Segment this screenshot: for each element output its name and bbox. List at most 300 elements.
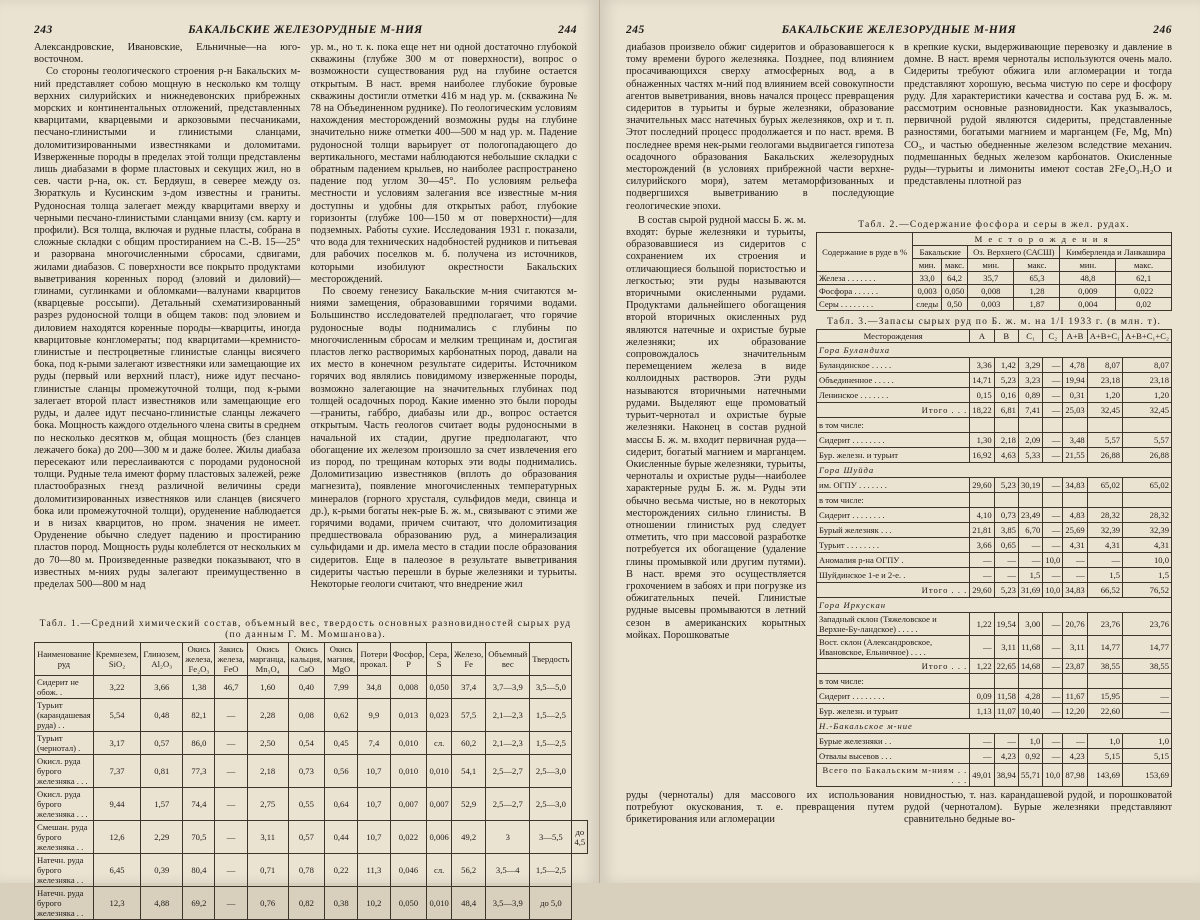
table-cell: 5,54 — [93, 699, 141, 732]
table-row — [817, 733, 1172, 748]
table-cell: 2,5—3,0 — [530, 788, 572, 821]
table-cell: 9,44 — [93, 788, 141, 821]
table-cell — [1087, 673, 1122, 688]
table-cell: 69,2 — [183, 887, 215, 920]
table-cell: — — [1063, 567, 1087, 582]
table-cell: Сидерит . . . . . . . . — [817, 432, 970, 447]
table-cell: 0,40 — [288, 676, 324, 699]
table-cell: 1,5—2,5 — [530, 854, 572, 887]
table-row — [817, 402, 1172, 417]
table-cell: 26,88 — [1087, 447, 1122, 462]
table-cell: — — [1043, 688, 1063, 703]
table-cell: — — [1043, 432, 1063, 447]
table-cell: 10,7 — [358, 821, 391, 854]
table-row — [35, 788, 588, 821]
table-cell: 1,57 — [141, 788, 183, 821]
table-cell: — — [1043, 635, 1063, 658]
table-cell: 0,22 — [325, 854, 358, 887]
text-column — [626, 790, 894, 827]
table-cell: 0,010 — [427, 887, 452, 920]
table-cell — [1063, 417, 1087, 432]
table-cell: 28,32 — [1123, 507, 1172, 522]
table-cell: 0,78 — [288, 854, 324, 887]
table-cell: — — [970, 733, 994, 748]
table-cell: 10,0 — [1043, 763, 1063, 786]
column-header: мин. — [968, 258, 1014, 271]
table-cell: Окисл. руда бурого железняка . . . — [35, 788, 94, 821]
table-row — [817, 507, 1172, 522]
table-cell: 10,0 — [1043, 552, 1063, 567]
paragraph: диабазов произвело обжиг сидеритов и образовавшегося к тому времени бурого железняка. Позднее, под влиянием просачивающихся сверху атмосферных вод, а в обнаженных частях м-ний под влиянием всей совокупности агентов выветривания, вновь начался процесс превращения сидеритов в турьиты и бурые железняки, образование значительных масс натечных бурых железняков, охр и т. п. Этот последний процесс продолжается и по наст. время. В последнее время нек-рыми геологами выдвигается гипотеза осадочного образования Бакальских железорудных месторождений (в условиях прибрежной части верхне-силурийского моря), затем метаморфизованных и подвергшихся выветриванию в последующие геологические эпохи. — [626, 42, 894, 212]
table-cell: 10,0 — [1123, 552, 1172, 567]
table-cell: 38,55 — [1087, 658, 1122, 673]
table-cell: — — [1043, 402, 1063, 417]
table-cell: — — [1123, 688, 1172, 703]
text-column — [34, 42, 301, 614]
table-cell: 3,17 — [93, 732, 141, 755]
table-cell: — — [1043, 387, 1063, 402]
table-cell: Турьит (карандашевая руда) . . — [35, 699, 94, 732]
right-page — [600, 0, 1200, 883]
table-cell: Фосфора . . . . . . — [817, 284, 913, 297]
table-cell: в том числе: — [817, 673, 970, 688]
table-cell: 4,31 — [1123, 537, 1172, 552]
table-cell: 65,02 — [1087, 477, 1122, 492]
table-cell: 1,20 — [1123, 387, 1172, 402]
table-cell: Ленинское . . . . . . . — [817, 387, 970, 402]
table-row — [817, 552, 1172, 567]
table-cell: Шуйдинское 1-е и 2-е. . — [817, 567, 970, 582]
table-cell: 1,87 — [1014, 297, 1060, 310]
table-row — [817, 703, 1172, 718]
table-row — [817, 582, 1172, 597]
column-header: Закись железа, FeO — [215, 643, 247, 676]
column-header: М е с т о р о ж д е н и я — [913, 232, 1172, 245]
table-cell: 3,11 — [994, 635, 1018, 658]
table-cell: 6,70 — [1018, 522, 1042, 537]
table-cell: 38,55 — [1123, 658, 1172, 673]
table-cell: 5,23 — [994, 582, 1018, 597]
table-cell: 153,69 — [1123, 763, 1172, 786]
table-row — [817, 357, 1172, 372]
table-cell — [1087, 492, 1122, 507]
table-cell: 11,58 — [994, 688, 1018, 703]
table-cell: — — [215, 732, 247, 755]
table-cell: Серы . . . . . . . . — [817, 297, 913, 310]
table-cell: 2,50 — [247, 732, 288, 755]
table-cell: 0,57 — [288, 821, 324, 854]
table-cell: Итого . . . — [817, 582, 970, 597]
table-cell: 4,23 — [1063, 748, 1087, 763]
table-cell: 3,11 — [1063, 635, 1087, 658]
table-cell: 0,82 — [288, 887, 324, 920]
table-cell: 34,83 — [1063, 477, 1087, 492]
table-cell: — — [215, 699, 247, 732]
table-section-row — [817, 597, 1172, 612]
table-cell — [970, 673, 994, 688]
table-cell — [1043, 492, 1063, 507]
paragraph: ур. м., но т. к. пока еще нет ни одной достаточно глубокой скважины (глубже 300 м от поверхности), вопрос о возможности существования руд на глубине остается открытым. В наст. время наиболее глубокие буровые скважины достигли отметки 416 м над ур. м. (скважина № 78 на Объединенном руднике). По геологическим условиям нахождения месторождений возможны руды на глубине значительно ниже отметки 400—500 м над ур. м. Падение рудоносной толщи варьирует от пологопадающего до вертикального, местами наблюдаются небольшие складки с обратным падением крыльев, но наиболее распространено падение под углом 30—45°. По условиям рельефа местности и условиям залегания все известные м-ния доступны и удобны для открытых работ, глубокие горизонты (глубже 100—150 м от поверхности)—для подземных. Работы сухие. Исследования 1931 г. показали, что вода для технических надобностей рудников и питьевая для рабочих поселков м. б. получена из источников, которыми изобилуют окрестности Бакальских месторождений. — [310, 42, 577, 285]
column-header: макс. — [942, 258, 968, 271]
table-cell: 0,050 — [427, 676, 452, 699]
table-row — [817, 522, 1172, 537]
table-cell: 22,60 — [1087, 703, 1122, 718]
table-cell: 0,15 — [970, 387, 994, 402]
table-cell: 2,5—2,7 — [486, 755, 530, 788]
column-header: Оз. Верхнего (САСШ) — [968, 245, 1060, 258]
table-cell: 48,4 — [452, 887, 486, 920]
column-header: Потери прокал. — [358, 643, 391, 676]
table-cell — [1123, 673, 1172, 688]
column-header: Содержание в руде в % — [817, 232, 913, 271]
table-cell: 0,010 — [427, 755, 452, 788]
table-cell: 0,022 — [390, 821, 427, 854]
table-cell: 0,44 — [325, 821, 358, 854]
table-cell: 3,5—5,0 — [530, 676, 572, 699]
table-cell: 0,92 — [1018, 748, 1042, 763]
table-cell: до 5,0 — [530, 887, 572, 920]
table-cell: 4,31 — [1063, 537, 1087, 552]
table-row — [817, 477, 1172, 492]
table-cell: — — [1043, 522, 1063, 537]
running-title: БАКАЛЬСКИЕ ЖЕЛЕЗОРУДНЫЕ М-НИЯ — [188, 24, 423, 36]
table-cell: 57,5 — [452, 699, 486, 732]
table-cell: 1,0 — [1087, 733, 1122, 748]
table-cell: 5,23 — [994, 372, 1018, 387]
column-header: мин. — [1060, 258, 1116, 271]
paragraph: Александровские, Ивановские, Ельничные—на юго-восточном. — [34, 42, 301, 66]
table-cell: 3,66 — [141, 676, 183, 699]
table-cell — [1063, 673, 1087, 688]
table-cell: 0,050 — [942, 284, 968, 297]
table-cell: 3,48 — [1063, 432, 1087, 447]
table-cell: 7,4 — [358, 732, 391, 755]
table-cell: 143,69 — [1087, 763, 1122, 786]
table-cell: сл. — [427, 732, 452, 755]
chemical-composition-table — [34, 642, 588, 920]
table-row — [35, 755, 588, 788]
table-cell: 56,2 — [452, 854, 486, 887]
table-cell: 12,20 — [1063, 703, 1087, 718]
table-cell: 65,02 — [1123, 477, 1172, 492]
table-cell: 4,83 — [1063, 507, 1087, 522]
text-column — [311, 42, 578, 614]
table-cell: 0,004 — [1060, 297, 1116, 310]
column-header: макс. — [1116, 258, 1172, 271]
column-header: Глинозем, Al₂O₃ — [141, 643, 183, 676]
table-cell: 1,22 — [970, 612, 994, 635]
paragraph: По своему генезису Бакальские м-ния считаются м-ниями замещения, образовавшими горячими водами. Большинство исследователей предполагает, что горячие рудоносные воды поднимались с глубины по многочисленным сбросам и мелким трещинам и, достигая пластов легко растворимых карбонатных пород, давали на их место в конечном результате сидериты. Источником горячих вод являлись повидимому изверженные породы, возможно залегающие на значительных глубинах под толщей осадочных пород. Какие именно это были породы—граниты, габбро, диабазы или др., вопрос остается открытым. Часть геологов считает воды рудоносными в начальной их стадии, другие предполагают, что обогащение их железом произошло за счет извлечения его из пород, по трещинам которых эти воды поднимались. Доломитизацию известняков (вплоть до образования магнезита), появление многочисленных температурных минералов (горного хрусталя, сульфидов меди, свинца и др.), к-рыми богаты нек-рые Б. ж. м., связывают с этими же горячими водами, причем считают, что доломитизация предшествовала образованию руд, а минерализация сульфидами и др. имела место в стадии после образования сидеритов. Еще в палеозое в результате выветривания сидериты частью перешли в бурые железняки и турьиты. Некоторые геологи считают, что внедрение жил — [310, 286, 577, 590]
table-cell — [1123, 417, 1172, 432]
table-cell: 0,54 — [288, 732, 324, 755]
table-cell: 1,5—2,5 — [530, 732, 572, 755]
table-cell: 14,68 — [1018, 658, 1042, 673]
column-header: Кимберленда и Ланкашира — [1060, 245, 1172, 258]
table-cell: Буландинское . . . . . — [817, 357, 970, 372]
table-cell: 16,92 — [970, 447, 994, 462]
table-cell: 77,3 — [183, 755, 215, 788]
table-cell: 10,0 — [1043, 582, 1063, 597]
table-cell: 2,09 — [1018, 432, 1042, 447]
table-cell: 4,88 — [141, 887, 183, 920]
table-cell: 23,76 — [1087, 612, 1122, 635]
table-cell: — — [1043, 748, 1063, 763]
table-cell: 11,68 — [1018, 635, 1042, 658]
table-cell: — — [215, 821, 247, 854]
table-cell: 11,3 — [358, 854, 391, 887]
table-cell: Натечн. руда бурого железняка . . — [35, 854, 94, 887]
column-header: A+B+C₁ — [1087, 329, 1122, 342]
table-cell: 23,76 — [1123, 612, 1172, 635]
table-cell: 23,49 — [1018, 507, 1042, 522]
table-section-row — [817, 718, 1172, 733]
table-cell — [970, 492, 994, 507]
table-cell: 86,0 — [183, 732, 215, 755]
table-cell: следы — [913, 297, 942, 310]
table-cell: 7,41 — [1018, 402, 1042, 417]
column-header: B — [994, 329, 1018, 342]
table-cell: 1,5 — [1018, 567, 1042, 582]
table-cell: 3,00 — [1018, 612, 1042, 635]
table-cell: 9,9 — [358, 699, 391, 732]
table-cell: 0,008 — [390, 676, 427, 699]
table-cell — [1043, 417, 1063, 432]
table-cell: 0,022 — [1116, 284, 1172, 297]
table-cell: 4,23 — [994, 748, 1018, 763]
table-cell: — — [970, 635, 994, 658]
table-cell: 0,81 — [141, 755, 183, 788]
table-row — [817, 297, 1172, 310]
table-cell: 0,050 — [390, 887, 427, 920]
column-header: Наименование руд — [35, 643, 94, 676]
table-cell: в том числе: — [817, 492, 970, 507]
table-cell: Смешан. руда бурого железняка . . — [35, 821, 94, 854]
table-cell: — — [1043, 567, 1063, 582]
table-cell — [1018, 492, 1042, 507]
table-cell: 6,45 — [93, 854, 141, 887]
table-cell: Западный склон (Тяжеловское и Верхне-Бу-ландское) . . . . . — [817, 612, 970, 635]
table-cell: 10,40 — [1018, 703, 1042, 718]
table-row — [35, 699, 588, 732]
table-cell: 0,31 — [1063, 387, 1087, 402]
table-cell: 10,2 — [358, 887, 391, 920]
section-title: Н.-Бакальское м-ние — [817, 718, 1172, 733]
table-caption: Табл. 3.—Запасы сырых руд по Б. ж. м. на 1/I 1933 г. (в млн. т). — [826, 315, 1162, 327]
paragraph: руды (черноталы) для массового их использования потребуют окускования, т. е. превращения путем брикетирования или агломерации — [626, 789, 894, 826]
table-cell: — — [215, 755, 247, 788]
table-cell: 0,57 — [141, 732, 183, 755]
table-cell: 2,1—2,3 — [486, 732, 530, 755]
table-cell: 3,23 — [1018, 372, 1042, 387]
table-cell: 28,32 — [1087, 507, 1122, 522]
ore-reserves-table — [816, 329, 1172, 787]
table-row — [35, 676, 588, 699]
table-cell: 14,71 — [970, 372, 994, 387]
table-cell: 20,76 — [1063, 612, 1087, 635]
table-cell: 1,22 — [970, 658, 994, 673]
table-cell: 12,6 — [93, 821, 141, 854]
table-cell: 3,7—3,9 — [486, 676, 530, 699]
table-cell: Отвалы высевов . . . — [817, 748, 970, 763]
table-cell: 3—5,5 — [530, 821, 572, 854]
table-cell: 12,3 — [93, 887, 141, 920]
table-cell: 87,98 — [1063, 763, 1087, 786]
table-cell: 32,45 — [1087, 402, 1122, 417]
table-cell: 10,7 — [358, 788, 391, 821]
table-row — [817, 284, 1172, 297]
table-cell — [994, 673, 1018, 688]
table-cell: 2,5—3,0 — [530, 755, 572, 788]
column-header: Окись марганца, Mn₃O₄ — [247, 643, 288, 676]
table-cell: 0,16 — [994, 387, 1018, 402]
table-cell: 49,01 — [970, 763, 994, 786]
table-row — [817, 372, 1172, 387]
page-number: 245 — [626, 24, 645, 36]
table-cell: 32,39 — [1087, 522, 1122, 537]
table-cell: 1,30 — [970, 432, 994, 447]
table-cell: — — [1043, 357, 1063, 372]
column-header: A+B+C₁+C₂ — [1123, 329, 1172, 342]
table-cell: 0,56 — [325, 755, 358, 788]
table-cell: 26,88 — [1123, 447, 1172, 462]
column-header: C₂ — [1043, 329, 1063, 342]
section-title: Гора Шуйда — [817, 462, 1172, 477]
table-cell: Вост. склон (Александровское, Ивановское, Ельничное) . . . . — [817, 635, 970, 658]
table-caption: Табл. 1.—Средний химический состав, объемный вес, твердость основных разновидностей сырых руд (по данным Г. М. Момшанова). — [39, 618, 572, 640]
table-cell: 0,55 — [288, 788, 324, 821]
table-cell: Турьит . . . . . . . . — [817, 537, 970, 552]
table-cell — [1018, 673, 1042, 688]
table-cell: 54,1 — [452, 755, 486, 788]
table-cell: 0,046 — [390, 854, 427, 887]
text-column — [904, 42, 1172, 213]
table-cell — [1087, 417, 1122, 432]
table-cell: 8,07 — [1087, 357, 1122, 372]
table-cell: 4,63 — [994, 447, 1018, 462]
table-cell: 2,18 — [247, 755, 288, 788]
table-cell: 0,89 — [1018, 387, 1042, 402]
table-cell: 5,15 — [1123, 748, 1172, 763]
table-cell: Объединенное . . . . . — [817, 372, 970, 387]
table-row — [817, 567, 1172, 582]
table-cell: 0,006 — [427, 821, 452, 854]
table-cell: Окисл. руда бурого железняка . . . — [35, 755, 94, 788]
table-cell: 0,39 — [141, 854, 183, 887]
table-row — [35, 821, 588, 854]
table-row — [817, 673, 1172, 688]
table-cell: 31,69 — [1018, 582, 1042, 597]
table-section-row — [817, 462, 1172, 477]
table-cell: 0,38 — [325, 887, 358, 920]
left-page — [0, 0, 600, 918]
table-cell: 23,18 — [1123, 372, 1172, 387]
table-cell: 1,5—2,5 — [530, 699, 572, 732]
paragraph: В состав сырой рудной массы Б. ж. м. входят: бурые железняки и турьиты, образовавшиеся из сидеритов с сохранением их строения и отличающиеся большой пористостью и легкостью; эти руды называются вторичными окисленными рудами. Продуктами дальнейшего обогащения второй вторичных окисленных руд являются натечные и охристые бурые железняки; их образование сопровождалось значительным перемещением железа в виде коллоидных растворов. Эти руды называются вторичными натечными рудами. Выделяют еще промоватый турьит-чернотал и охристые бурые железняки. Наконец в состав рудной массы Б. ж. м. входит первичная руда—сидерит, богатый магнием и марганцем. Окисленные бурые железняки, турьиты, черноталы и охристые руды—наиболее характерные руды Б. ж. м. Руды эти обычно весьма чистые, но в некоторых месторождениях сильно глинисты. В отношении глинистых руд следует отметить, что при массовой разработке потребуется их обогащение (удаление глины промывкой или другим путями). В наст. время это осуществляется грохочением в забоях и при погрузке из обжигательных печей. Глинистые рудные высевы промываются в летний сезон в американских корытных мойках. Порошковатые — [626, 214, 806, 641]
table-cell: — — [994, 567, 1018, 582]
table-cell: 30,19 — [1018, 477, 1042, 492]
table-cell: 5,23 — [994, 477, 1018, 492]
table-cell: 35,7 — [968, 271, 1014, 284]
table-cell: 1,38 — [183, 676, 215, 699]
table-cell: 22,65 — [994, 658, 1018, 673]
table-cell: 46,7 — [215, 676, 247, 699]
table-cell: Итого . . . — [817, 658, 970, 673]
table-cell: — — [1043, 507, 1063, 522]
table-cell — [994, 417, 1018, 432]
column-header: макс. — [1014, 258, 1060, 271]
table-cell: 2,29 — [141, 821, 183, 854]
table-cell: — — [215, 854, 247, 887]
table-cell: 82,1 — [183, 699, 215, 732]
table-cell: — — [994, 733, 1018, 748]
table-cell: 3,22 — [93, 676, 141, 699]
table-cell: им. ОГПУ . . . . . . . — [817, 477, 970, 492]
table-cell: 0,023 — [427, 699, 452, 732]
column-header: Окись кальция, CaO — [288, 643, 324, 676]
column-header: Кремнезем, SiO₂ — [93, 643, 141, 676]
table-cell: — — [215, 788, 247, 821]
table-cell: 70,5 — [183, 821, 215, 854]
page-header — [626, 24, 1172, 40]
column-header: Бакальские — [913, 245, 968, 258]
table-cell: 60,2 — [452, 732, 486, 755]
table-cell: 3,66 — [970, 537, 994, 552]
table-cell: 6,81 — [994, 402, 1018, 417]
table-cell: 2,1—2,3 — [486, 699, 530, 732]
table-cell: 48,8 — [1060, 271, 1116, 284]
page-number: 243 — [34, 24, 53, 36]
table-cell: 66,52 — [1087, 582, 1122, 597]
table-cell: Аномалия р-на ОГПУ . — [817, 552, 970, 567]
table-cell: 5,57 — [1123, 432, 1172, 447]
table-row — [35, 732, 588, 755]
table-cell: 0,50 — [942, 297, 968, 310]
table-cell: 10,7 — [358, 755, 391, 788]
table-cell: — — [970, 748, 994, 763]
table-cell: 0,48 — [141, 699, 183, 732]
table-cell: Бур. железн. и турьит — [817, 703, 970, 718]
table-cell: 0,007 — [427, 788, 452, 821]
table-cell: 80,4 — [183, 854, 215, 887]
column-header: Объемный вес — [486, 643, 530, 676]
table-cell: — — [1043, 447, 1063, 462]
table-cell: 23,87 — [1063, 658, 1087, 673]
table-cell: 3,5—4 — [486, 854, 530, 887]
table-cell: 0,73 — [288, 755, 324, 788]
table-row — [817, 658, 1172, 673]
section-title: Гора Буландиха — [817, 342, 1172, 357]
table-cell: 32,45 — [1123, 402, 1172, 417]
section-title: Гора Иркускан — [817, 597, 1172, 612]
table-cell: 1,0 — [1123, 733, 1172, 748]
table-section-row — [817, 342, 1172, 357]
table-cell: — — [1087, 552, 1122, 567]
table-row — [817, 612, 1172, 635]
table-cell: 0,013 — [390, 699, 427, 732]
table-cell: — — [994, 552, 1018, 567]
paragraph: новидностью, т. наз. карандашевой рудой, и порошковатой рудой (черноталом). Бурые железняки представляют сравнительно бедные во- — [904, 789, 1172, 826]
table-cell: 1,0 — [1018, 733, 1042, 748]
table-cell: 25,03 — [1063, 402, 1087, 417]
table-cell: 34,83 — [1063, 582, 1087, 597]
table-cell: 0,64 — [325, 788, 358, 821]
table-cell: — — [970, 567, 994, 582]
paragraph: Со стороны геологического строения р-н Бакальских м-ний представляет собою мощную в несколько км толщу верхних силурийских и нижнедевонских прибрежных морских и континентальных отложений, представленных кварцитами, кварцевыми и аркозовыми песчаниками, песчано-глинистыми и глинистыми сланцами, доломитизированными известняками и доломитами. Изверженные породы в пределах этой толщи представлены лишь диабазами в форме пластовых и секущих жил, но в сев. части р-на, ок. ст. Бердяуш, в северее между оз. Зюраткуль и Кусинским з-дом известны и граниты. Рудоносная толща залегает между кварцитами вверху и черными песчано-глинистыми сланцами внизу (см. карту и профили). Вся толща, включая и рудные пласты, собрана в сложные складки с общим простиранием на С.-В. 15—25° и разорвана многочисленными сбросами, сдвигами, жилами диабазов. С поверхности все покрыто продуктами выветривания коренных пород (эловий и диловий)—глинами, суглинками и обломками—валунами кварцитов (кварцевые россыпи). Детальный схематизированный разрез рудоносной толщи в общем таков: под эловием и диловием находятся коренные породы—кварциты, иногда кварцитовые конгломераты; под кварцитами—кремнисто-глинистые и пестроцветные глинистые сланцы висячего бока, под к-рыми залегают известняки или замещающие их руды (первый или верхний пласт), ниже идут песчано-глинистые сланцы промежуточной толщи, под к-рыми залегает второй пласт известняков или замещающие его руды, и далее идут песчано-глинистые сланцы лежачего бока. Мощность каждого отдельного члена свиты в среднем по несколько десятков м, общая мощность (без сланцев лежачего бока) до 200—300 м и даже более. Жилы диабаза пересекают или переслаиваются с породами рудоносной толщи. Рудные тела имеют форму пластовых залежей, реже пластообразных гнезд различной величины среди доломитизированных известняков или сланцев (висячего бока или промежуточной толщи), оруденение наблюдается и в низах кварцитов, но пром. значения не имеет. Оруденение обычно следует падению и простиранию пластов пород. Мощность руды колеблется от нескольких м до 70—80 м. Произведенные разведки показывают, что в известных м-ниях руды залегают преимущественно в пределах 500—800 м над — [34, 66, 301, 590]
table-cell: до 4,5 — [572, 821, 588, 854]
table-cell: 15,95 — [1087, 688, 1122, 703]
table-cell: 0,65 — [994, 537, 1018, 552]
table-cell: 0,003 — [913, 284, 942, 297]
